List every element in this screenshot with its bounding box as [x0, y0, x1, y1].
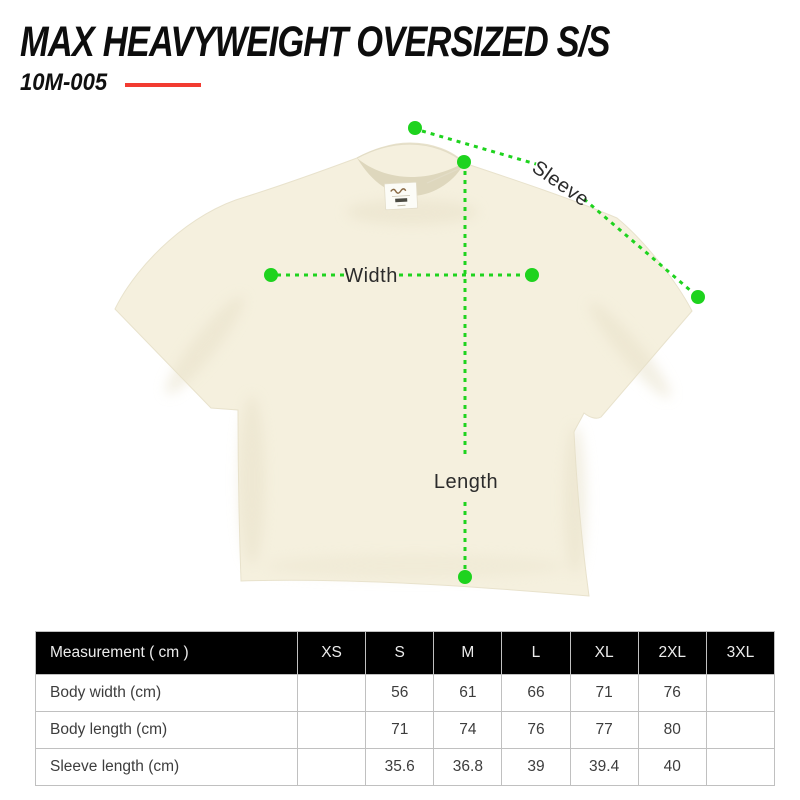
size-value-cell: 71 [366, 712, 434, 749]
size-value-cell: 66 [502, 675, 570, 712]
length-dot-bottom [458, 570, 472, 584]
size-value-cell: 35.6 [366, 749, 434, 786]
row-label: Sleeve length (cm) [36, 749, 298, 786]
length-dot-top [457, 155, 471, 169]
width-dot-right [525, 268, 539, 282]
table-row [36, 749, 775, 786]
col-header-measurement: Measurement ( cm ) [36, 632, 298, 675]
size-value-cell: 77 [570, 712, 638, 749]
size-value-cell: 80 [638, 712, 706, 749]
size-value-cell: 76 [638, 675, 706, 712]
size-table-header-row [36, 632, 775, 675]
length-label: Length [433, 471, 499, 493]
col-header-xl: XL [570, 632, 638, 675]
width-label: Width [344, 265, 398, 287]
size-value-cell: 36.8 [434, 749, 502, 786]
size-value-cell: 56 [366, 675, 434, 712]
size-value-cell: 61 [434, 675, 502, 712]
col-header-m: M [434, 632, 502, 675]
col-header-s: S [366, 632, 434, 675]
sleeve-dot-end [691, 290, 705, 304]
row-label: Body length (cm) [36, 712, 298, 749]
size-value-cell: 40 [638, 749, 706, 786]
col-header-l: L [502, 632, 570, 675]
size-value-cell: 39 [502, 749, 570, 786]
col-header-xs: XS [298, 632, 366, 675]
model-code: 10M-005 [20, 69, 108, 96]
size-value-cell [706, 712, 774, 749]
size-value-cell: 39.4 [570, 749, 638, 786]
col-header-3xl: 3XL [706, 632, 774, 675]
size-value-cell: 71 [570, 675, 638, 712]
table-row [36, 675, 775, 712]
size-table-body [36, 675, 775, 786]
size-value-cell [298, 749, 366, 786]
col-header-2xl: 2XL [638, 632, 706, 675]
size-value-cell: 74 [434, 712, 502, 749]
sleeve-dot-start [408, 121, 422, 135]
size-value-cell [298, 712, 366, 749]
size-value-cell [298, 675, 366, 712]
neck-tag [384, 182, 417, 210]
size-value-cell [706, 749, 774, 786]
size-value-cell: 76 [502, 712, 570, 749]
row-label: Body width (cm) [36, 675, 298, 712]
size-table [35, 631, 775, 786]
width-dot-left [264, 268, 278, 282]
table-row [36, 712, 775, 749]
page-title: MAX HEAVYWEIGHT OVERSIZED S/S [20, 18, 610, 66]
size-value-cell [706, 675, 774, 712]
sleeve-label: Sleeve [527, 156, 594, 212]
